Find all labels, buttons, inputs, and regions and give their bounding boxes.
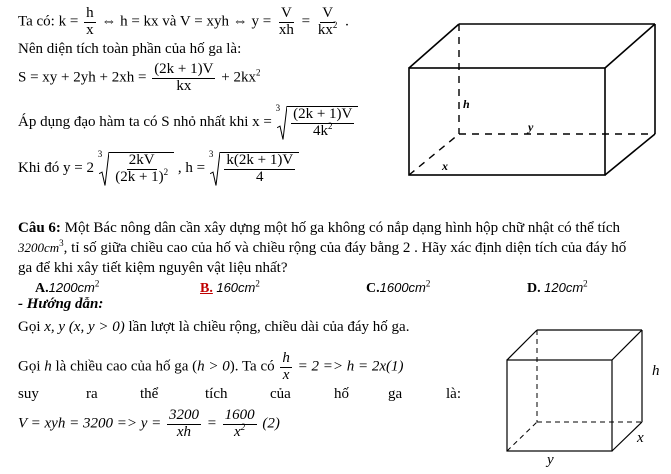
option-c[interactable]: $C.1600cm^2$ [366,278,431,296]
guide-title: - Hướng dẫn: [18,296,104,312]
prefix: Ta có: [18,13,55,30]
line-dien-tich: Nên diện tích toàn phần của hố ga là: [18,41,242,57]
k-eq: k = [58,13,79,30]
frac-3200-xh: $\frac{3200}{xh}$ [168,407,199,440]
question-line2: $3200cm^3$, tỉ số giữa chiều cao của hố và chiều rộng của đáy bằng 2 . Hãy xác định diện tích của đáy hố [18,238,627,256]
guide-line4: V = xyh = 3200 => y = $\frac{3200}{xh}$ = $\frac{1600}{x^2}$ (2) [18,407,280,440]
cube-root-x: 3 $\frac{(2k + 1)V}{4k^2}$ [276,106,359,140]
line-s-formula: S = xy + 2yh + 2xh = $\frac{(2k + 1)V}{kx}$ + $2kx^2$ [18,61,261,94]
frac-h-over-x: $\frac{h}{x}$ [282,350,290,383]
option-a[interactable]: $A.1200cm^2$ [35,278,100,296]
line1-mid: ⇔ h = kx và V = xyh ⇔ y = [101,13,272,30]
box2-label-y: y [547,452,554,468]
box2-label-h: h [652,363,660,379]
guide-line3-w2: thể [140,386,159,402]
box1-label-x: x [442,159,448,173]
box2-label-x: x [637,430,644,446]
frac-h-x: $\frac{h}{x}$ [86,5,94,38]
guide-line2: Gọi h là chiều cao của hố ga (h > 0). Ta có $\frac{h}{x}$ = 2 => h = 2x(1) [18,350,404,383]
guide-line3-w1: ra [86,386,98,402]
guide-line3-w4: của [270,386,291,402]
box1-label-y: y [528,120,534,134]
line-ta-co: Ta có: k = $\frac{h}{x}$ ⇔ h = kx và V = xyh ⇔ y = $\frac{V}{xh}$ = $\frac{V}{kx^2}$ . [18,5,349,38]
frac-1600-x2: $\frac{1600}{x^2}$ [224,407,255,440]
cube-root-h: 3 $\frac{k(2k + 1)V}{4}$ [209,152,299,186]
question-line1: Câu 6: Một Bác nông dân cần xây dựng một hố ga không có nắp dạng hình hộp chữ nhật có thể tích [18,220,620,236]
box-diagram-bottom [495,322,667,470]
box-diagram-top [395,10,665,185]
cube-root-y: 3 $\frac{2kV}{(2k + 1)^2}$ [98,152,174,186]
guide-line3-w7: là: [446,386,461,402]
guide-line3-w6: ga [388,386,403,402]
line-khi-do: Khi đó y = 2 3 $\frac{2kV}{(2k + 1)^2}$ , h = 3 $\frac{k(2k + 1)V}{4}$ [18,152,299,186]
guide-line3-w3: tích [205,386,228,402]
line-dao-ham: Áp dụng đạo hàm ta có S nhỏ nhất khi x = 3 $\frac{(2k + 1)V}{4k^2}$ [18,106,358,140]
eq: = [301,13,311,30]
question-line3: ga để khi xây tiết kiệm nguyên vật liệu nhất? [18,260,288,276]
box1-label-h: h [463,97,470,111]
frac-v-xh: $\frac{V}{xh}$ [278,5,294,38]
frac-s: $\frac{(2k + 1)V}{kx}$ [154,61,214,94]
guide-line3-w0: suy [18,386,39,402]
guide-line3-w5: hố [334,386,349,402]
option-b[interactable]: B. $160cm^2$ [200,278,260,296]
guide-line1: Gọi x, y (x, y > 0) lần lượt là chiều rộng, chiều dài của đáy hố ga. [18,319,410,335]
option-d[interactable]: D. $120cm^2$ [527,278,588,296]
question-label: Câu 6: [18,220,61,236]
frac-v-kx2: $\frac{V}{kx^2}$ [317,5,338,38]
